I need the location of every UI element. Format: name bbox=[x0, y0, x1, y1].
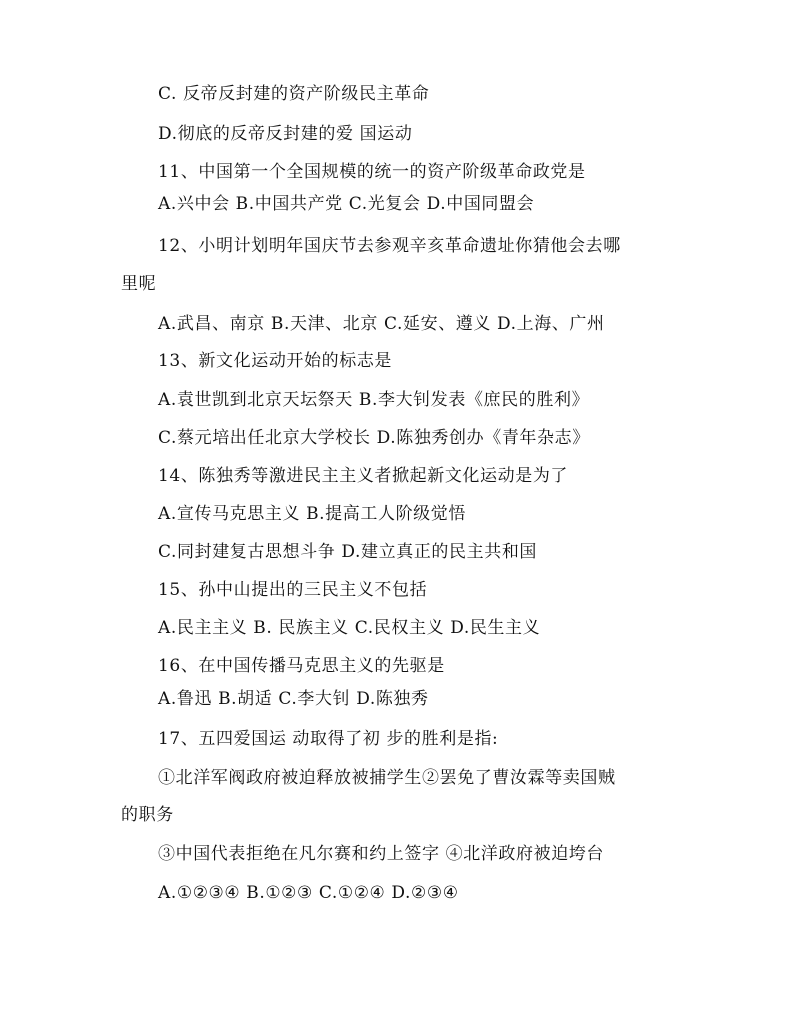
q14-options-ab: A.宣传马克思主义 B.提高工人阶级觉悟 bbox=[158, 504, 466, 524]
q16-options: A.鲁迅 B.胡适 C.李大钊 D.陈独秀 bbox=[158, 689, 429, 709]
q14-question: 14、陈独秀等激进民主主义者掀起新文化运动是为了 bbox=[158, 466, 569, 486]
q11-question: 11、中国第一个全国规模的统一的资产阶级革命政党是 bbox=[158, 162, 586, 182]
q15-options: A.民主主义 B. 民族主义 C.民权主义 D.民生主义 bbox=[158, 618, 541, 638]
q17-question: 17、五四爱国运 动取得了初 步的胜利是指: bbox=[158, 729, 499, 749]
q12-question-continued: 里呢 bbox=[121, 274, 157, 294]
q17-options: A.①②③④ B.①②③ C.①②④ D.②③④ bbox=[158, 883, 459, 903]
q13-options-cd: C.蔡元培出任北京大学校长 D.陈独秀创办《青年杂志》 bbox=[158, 428, 590, 448]
q17-statements-1-2: ①北洋军阀政府被迫释放被捕学生②罢免了曹汝霖等卖国贼 bbox=[158, 768, 616, 788]
q15-question: 15、孙中山提出的三民主义不包括 bbox=[158, 580, 428, 600]
q10-option-c: C. 反帝反封建的资产阶级民主革命 bbox=[158, 84, 430, 104]
q10-option-d: D.彻底的反帝反封建的爱 国运动 bbox=[158, 124, 413, 144]
q12-question: 12、小明计划明年国庆节去参观辛亥革命遗址你猜他会去哪 bbox=[158, 236, 621, 256]
q17-statements-3-4: ③中国代表拒绝在凡尔赛和约上签字 ④北洋政府被迫垮台 bbox=[158, 844, 605, 864]
q14-options-cd: C.同封建复古思想斗争 D.建立真正的民主共和国 bbox=[158, 542, 538, 562]
q17-statements-continued: 的职务 bbox=[121, 805, 174, 825]
q13-question: 13、新文化运动开始的标志是 bbox=[158, 351, 393, 371]
q16-question: 16、在中国传播马克思主义的先驱是 bbox=[158, 656, 445, 676]
q11-options: A.兴中会 B.中国共产党 C.光复会 D.中国同盟会 bbox=[158, 194, 535, 214]
q12-options: A.武昌、南京 B.天津、北京 C.延安、遵义 D.上海、广州 bbox=[158, 314, 605, 334]
q13-options-ab: A.袁世凯到北京天坛祭天 B.李大钊发表《庶民的胜利》 bbox=[158, 390, 590, 410]
